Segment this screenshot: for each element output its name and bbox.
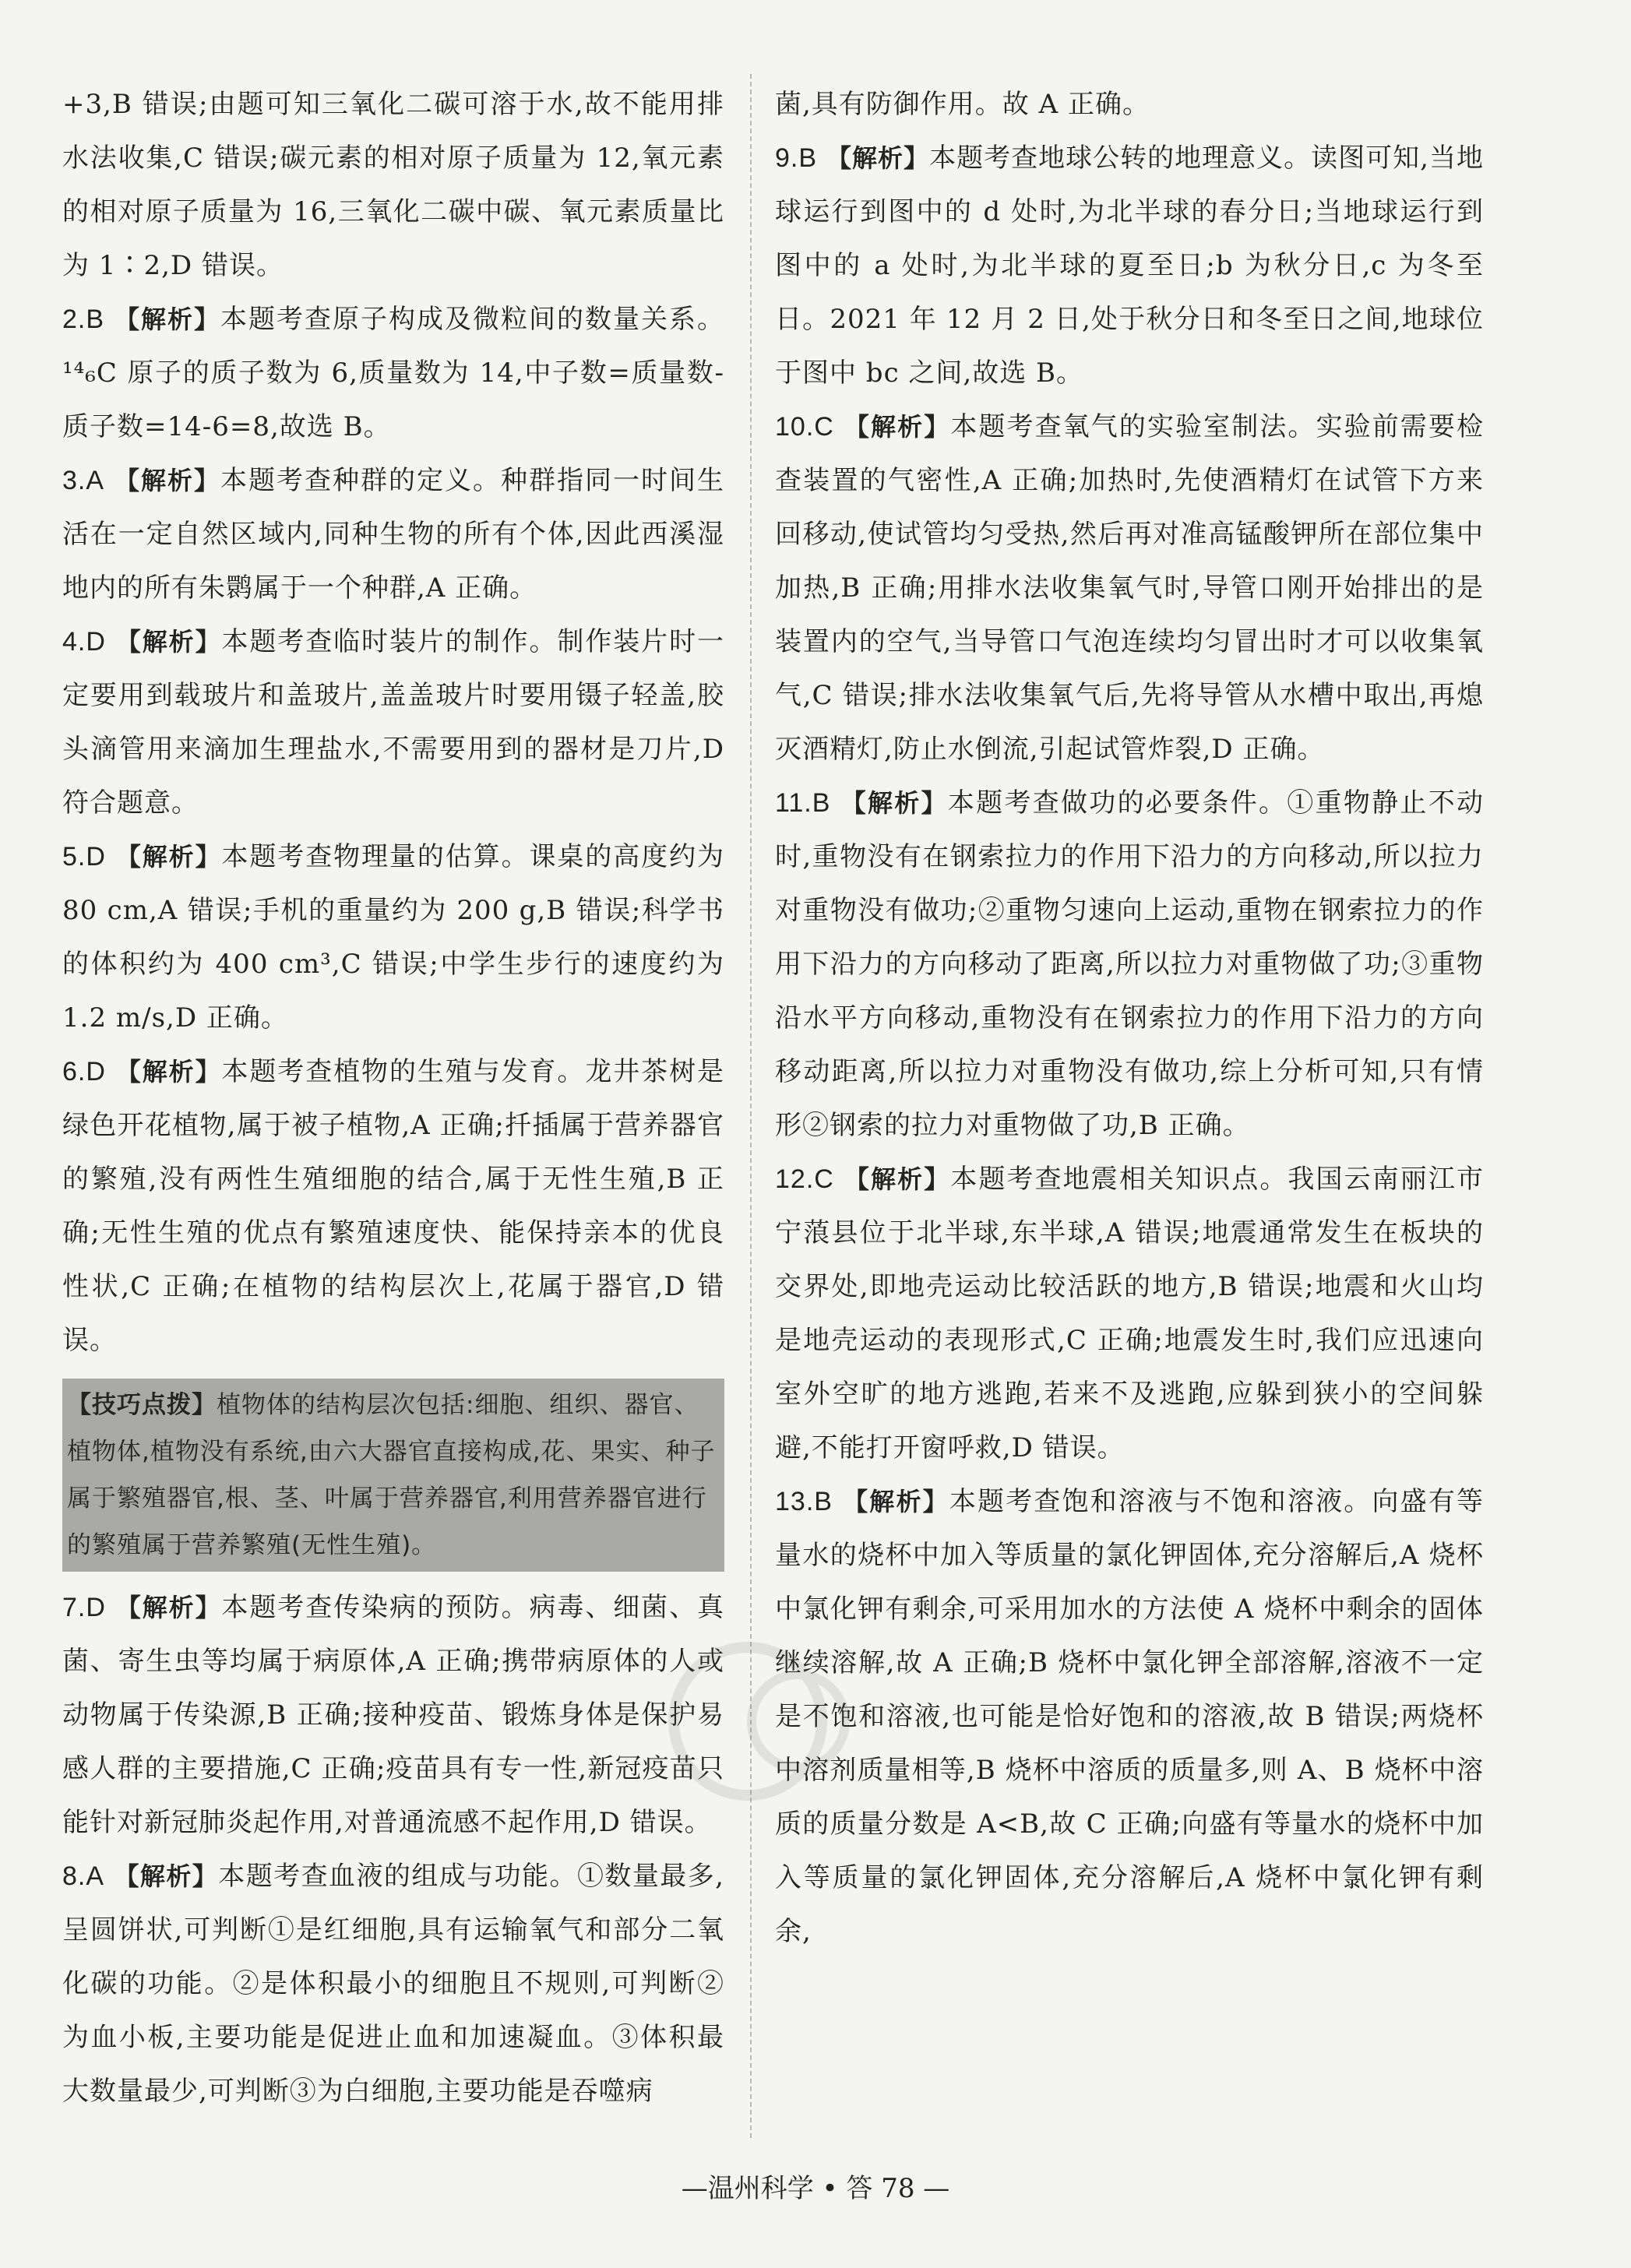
- item-number: 9.: [775, 143, 799, 173]
- item-answer: A: [86, 466, 105, 495]
- item-number: 4.: [62, 627, 86, 657]
- answer-item-3: [62, 454, 724, 615]
- item-number: 7.: [62, 1593, 86, 1622]
- right-column: [775, 78, 1484, 1959]
- item-number: 13.: [775, 1487, 815, 1516]
- answer-item-10: [775, 400, 1484, 777]
- item-number: 5.: [62, 842, 86, 872]
- item-number: 11.: [775, 788, 812, 818]
- answer-item-13: [775, 1475, 1484, 1959]
- tip-tag: 【技巧点拨】: [67, 1391, 217, 1419]
- item-text: 本题考查地震相关知识点。我国云南丽江市宁蒗县位于北半球,东半球,A 错误;地震通常发生在板块的交界处,即地壳运动比较活跃的地方,B 错误;地震和火山均是地壳运动的表现形式,C 正确;地震发生时,我们应迅速向室外空旷的地方逃跑,若来不及逃跑,应躲到狭小的空间躲避,不能打开窗呼救,D 错误。: [775, 1164, 1484, 1463]
- answer-item-7: [62, 1581, 724, 1850]
- answer-item-6: [62, 1045, 724, 1368]
- answer-item-4: [62, 615, 724, 830]
- item-answer: D: [86, 627, 106, 657]
- analysis-tag: 【解析】: [114, 842, 222, 872]
- item-text: 本题考查植物的生殖与发育。龙井茶树是绿色开花植物,属于被子植物,A 正确;扦插属于营养器官的繁殖,没有两性生殖细胞的结合,属于无性生殖,B 正确;无性生殖的优点有繁殖速度快、能保持亲本的优良性状,C 正确;在植物的结构层次上,花属于器官,D 错误。: [62, 1056, 724, 1356]
- item-number: 12.: [775, 1164, 815, 1194]
- item-answer: A: [86, 1861, 105, 1891]
- item-answer: D: [86, 1057, 106, 1086]
- item-answer: B: [86, 305, 105, 334]
- analysis-tag: 【解析】: [843, 1164, 951, 1194]
- item-text: 本题考查种群的定义。种群指同一时间生活在一定自然区域内,同种生物的所有个体,因此西溪湿地内的所有朱鹮属于一个种群,A 正确。: [62, 465, 724, 604]
- item-number: 6.: [62, 1057, 86, 1086]
- answer-item-5: [62, 830, 724, 1045]
- column-divider: [750, 74, 752, 2138]
- tip-box: [62, 1379, 724, 1572]
- item-number: 8.: [62, 1861, 86, 1891]
- analysis-tag: 【解析】: [841, 1487, 949, 1516]
- item-answer: C: [814, 1164, 834, 1194]
- item-number: 10.: [775, 412, 815, 442]
- analysis-tag: 【解析】: [114, 1861, 219, 1891]
- analysis-tag: 【解析】: [840, 788, 948, 818]
- analysis-tag: 【解析】: [114, 627, 222, 657]
- item-text: 本题考查传染病的预防。病毒、细菌、真菌、寄生虫等均属于病原体,A 正确;携带病原体的人或动物属于传染源,B 正确;接种疫苗、锻炼身体是保护易感人群的主要措施,C 正确;疫苗具有专一性,新冠疫苗只能针对新冠肺炎起作用,对普通流感不起作用,D 错误。: [62, 1592, 724, 1838]
- page-footer: —温州科学 • 答 78 —: [681, 2173, 950, 2204]
- answer-item-9: [775, 132, 1484, 400]
- answer-item-11: [775, 777, 1484, 1153]
- item-text: 本题考查氧气的实验室制法。实验前需要检查装置的气密性,A 正确;加热时,先使酒精灯在试管下方来回移动,使试管均匀受热,然后再对准高锰酸钾所在部位集中加热,B 正确;用排水法收集氧气时,导管口刚开始排出的是装置内的空气,当导管口气泡连续均匀冒出时才可以收集氧气,C 错误;排水法收集氧气后,先将导管从水槽中取出,再熄灭酒精灯,防止水倒流,引起试管炸裂,D 正确。: [775, 411, 1484, 765]
- item-text: 本题考查临时装片的制作。制作装片时一定要用到载玻片和盖玻片,盖盖玻片时要用镊子轻盖,胶头滴管用来滴加生理盐水,不需要用到的器材是刀片,D 符合题意。: [62, 626, 724, 819]
- item-answer: B: [814, 1487, 833, 1516]
- analysis-tag: 【解析】: [114, 305, 221, 334]
- analysis-tag: 【解析】: [843, 412, 951, 442]
- analysis-tag: 【解析】: [114, 1057, 222, 1086]
- item-answer: D: [86, 1593, 106, 1622]
- analysis-tag: 【解析】: [114, 466, 221, 495]
- item-answer: B: [798, 143, 818, 173]
- analysis-tag: 【解析】: [826, 143, 930, 173]
- item-answer: D: [86, 842, 106, 872]
- answer-item-12: [775, 1153, 1484, 1475]
- tip-text: 植物体的结构层次包括:细胞、组织、器官、植物体,植物没有系统,由六大器官直接构成,花、果实、种子属于繁殖器官,根、茎、叶属于营养器官,利用营养器官进行的繁殖属于营养繁殖(无性生殖)。: [67, 1391, 716, 1559]
- continuation-text: 菌,具有防御作用。故 A 正确。: [775, 89, 1150, 120]
- item-text: 本题考查物理量的估算。课桌的高度约为 80 cm,A 错误;手机的重量约为 200 g,B 错误;科学书的体积约为 400 cm³,C 错误;中学生步行的速度约为 1.2 m/s,D 正确。: [62, 841, 724, 1034]
- left-column: [62, 78, 724, 2118]
- item-number: 3.: [62, 466, 86, 495]
- answer-item-2: [62, 293, 724, 454]
- answer-item-8: [62, 1850, 724, 2118]
- item-text: 本题考查原子构成及微粒间的数量关系。¹⁴₆C 原子的质子数为 6,质量数为 14,中子数=质量数-质子数=14-6=8,故选 B。: [62, 304, 724, 442]
- item-text: 本题考查饱和溶液与不饱和溶液。向盛有等量水的烧杯中加入等质量的氯化钾固体,充分溶解后,A 烧杯中氯化钾有剩余,可采用加水的方法使 A 烧杯中剩余的固体继续溶解,故 A 正确;B 烧杯中氯化钾全部溶解,溶液不一定是不饱和溶液,也可能是恰好饱和的溶液,故 B 错误;两烧杯中溶剂质量相等,B 烧杯中溶质的质量多,则 A、B 烧杯中溶质的质量分数是 A<B,故 C 正确;向盛有等量水的烧杯中加入等质量的氯化钾固体,充分溶解后,A 烧杯中氯化钾有剩余,: [775, 1486, 1484, 1947]
- continuation-text: +3,B 错误;由题可知三氧化二碳可溶于水,故不能用排水法收集,C 错误;碳元素的相对原子质量为 12,氧元素的相对原子质量为 16,三氧化二碳中碳、氧元素质量比为 1∶2,D 错误。: [62, 89, 724, 281]
- item-number: 2.: [62, 305, 86, 334]
- item-text: 本题考查做功的必要条件。①重物静止不动时,重物没有在钢索拉力的作用下沿力的方向移动,所以拉力对重物没有做功;②重物匀速向上运动,重物在钢索拉力的作用下沿力的方向移动了距离,所以拉力对重物做了功;③重物沿水平方向移动,重物没有在钢索拉力的作用下沿力的方向移动距离,所以拉力对重物没有做功,综上分析可知,只有情形②钢索的拉力对重物做了功,B 正确。: [775, 787, 1484, 1141]
- item-text: 本题考查血液的组成与功能。①数量最多,呈圆饼状,可判断①是红细胞,具有运输氧气和部分二氧化碳的功能。②是体积最小的细胞且不规则,可判断②为血小板,主要功能是促进止血和加速凝血。③体积最大数量最少,可判断③为白细胞,主要功能是吞噬病: [62, 1861, 724, 2107]
- item-answer: B: [812, 788, 831, 818]
- item-answer: C: [814, 412, 834, 442]
- item-text: 本题考查地球公转的地理意义。读图可知,当地球运行到图中的 d 处时,为北半球的春分日;当地球运行到图中的 a 处时,为北半球的夏至日;b 为秋分日,c 为冬至日。2021 年 12 月 2 日,处于秋分日和冬至日之间,地球位于图中 bc 之间,故选 B。: [775, 143, 1484, 389]
- analysis-tag: 【解析】: [114, 1593, 222, 1622]
